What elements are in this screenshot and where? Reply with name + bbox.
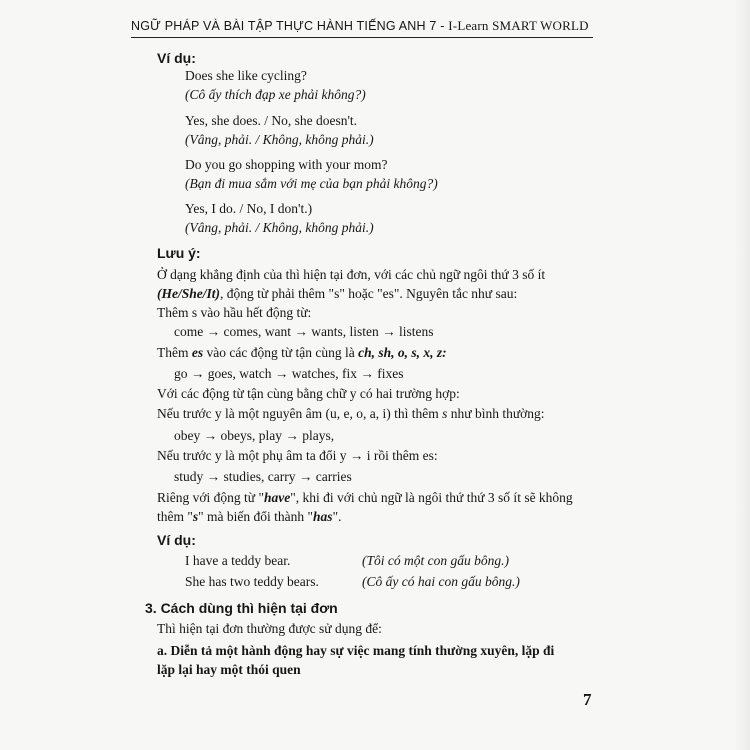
note-intro-line1: Ở dạng khẳng định của thì hiện tại đơn, với các chủ ngữ ngôi thứ 3 số ít [157,267,546,282]
have-rule-line2 [157,509,341,525]
rule-text: " mà biến đổi thành " [198,509,314,524]
rule-ending-y: Với các động từ tận cùng bằng chữ y có hai trường hợp: [157,386,460,401]
header-title: NGỮ PHÁP VÀ BÀI TẬP THỰC HÀNH TIẾNG ANH 7 - [131,19,449,33]
section-intro: Thì hiện tại đơn thường được sử dụng để: [157,621,382,636]
verb-have: have [263,490,291,505]
rule-text: vào các động từ tận cùng là [203,345,359,360]
rule-text: Thêm [157,345,192,360]
example-translation: (Cô ấy thích đạp xe phải không?) [185,87,366,102]
have-rule-line1 [157,490,573,506]
rule-consonant-y: Nếu trước y là một phụ âm ta đổi y → i rồi thêm es: [157,448,438,463]
rule-vowel-y-example: obey → obeys, play → plays, [174,428,335,443]
example-label: Ví dụ: [157,532,196,548]
usage-a-line2: lặp lại hay một thói quen [157,662,301,677]
rule-add-s-example: come → comes, want → wants, listen → listens [174,324,434,339]
page-edge-shadow [735,0,750,750]
note-label: Lưu ý: [157,245,201,261]
subject-pronouns: (He/She/It) [157,286,220,301]
example-sentence: She has two teddy bears. [185,574,319,589]
example-translation: (Bạn đi mua sắm với mẹ của bạn phải không?) [185,176,438,191]
rule-add-es [157,345,447,361]
rule-text: ", khi đi với chủ ngữ là ngôi thứ thứ 3 số ít sẽ không [290,490,573,505]
verb-has: has [313,509,333,524]
suffix-s: s [192,509,199,524]
usage-a-line1: a. Diễn tả một hành động hay sự việc mang tính thường xuyên, lặp đi [157,643,555,658]
suffix-es: es [191,345,204,360]
example-translation: (Cô ấy có hai con gấu bông.) [362,574,520,589]
rule-text: Riêng với động từ " [157,490,264,505]
rule-consonant-y-example: study → studies, carry → carries [174,469,352,484]
note-intro-line2 [157,286,517,302]
rule-text: Nếu trước y là một nguyên âm (u, e, o, a, i) thì thêm [157,406,443,421]
rule-text: ". [332,509,342,524]
rule-add-s: Thêm s vào hầu hết động từ: [157,305,312,320]
page-number: 7 [583,690,592,709]
note-intro-rest: , động từ phải thêm "s" hoặc "es". Nguyên tắc như sau: [220,286,518,301]
word-endings: ch, sh, o, s, x, z: [358,345,447,360]
example-sentence: Does she like cycling? [185,68,307,83]
suffix-s: s [442,406,448,421]
header-brand: I-Learn SMART WORLD [448,18,589,33]
example-translation: (Vâng, phải. / Không, không phải.) [185,220,374,235]
example-translation: (Tôi có một con gấu bông.) [362,553,509,568]
section-heading: 3. Cách dùng thì hiện tại đơn [145,600,338,616]
rule-vowel-y [157,406,545,422]
example-sentence: Yes, she does. / No, she doesn't. [185,113,358,128]
example-translation: (Vâng, phải. / Không, không phải.) [185,132,374,147]
rule-text: thêm " [157,509,193,524]
rule-text: như bình thường: [447,406,545,421]
example-sentence: I have a teddy bear. [185,553,291,568]
example-sentence: Yes, I do. / No, I don't.) [185,201,313,216]
example-label: Ví dụ: [157,50,196,66]
running-header [131,18,593,38]
example-sentence: Do you go shopping with your mom? [185,157,388,172]
rule-add-es-example: go → goes, watch → watches, fix → fixes [174,366,404,381]
